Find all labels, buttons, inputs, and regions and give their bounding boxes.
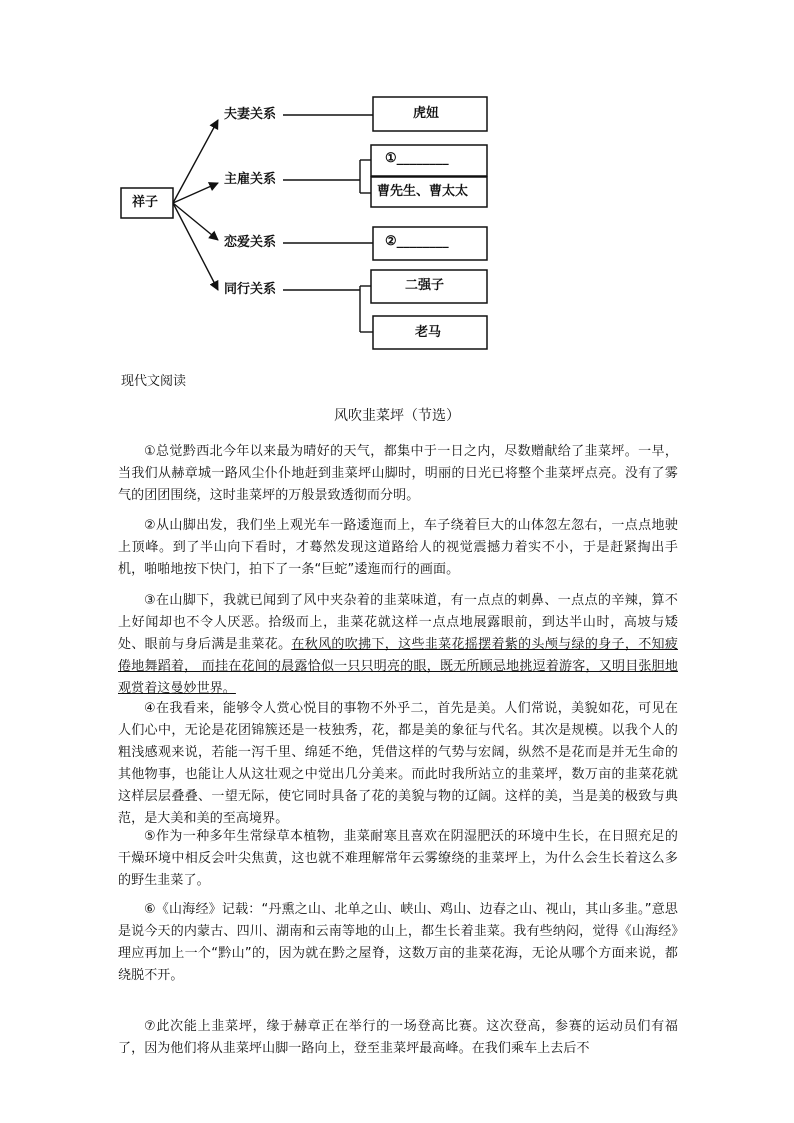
paragraph-2: ②从山脚出发，我们坐上观光车一路逶迤而上，车子绕着巨大的山体忽左忽右，一点点地驶上顶峰。到了半山向下看时，才蓦然发现这道路给人的视觉震撼力着实不小，于是赶紧掏出手机，啪啪地按下快门，拍下了一条“巨蛇”逶迤而行的画面。	[118, 518, 678, 577]
target-laoma: 老马	[415, 325, 442, 340]
paragraph-4: ④在我看来，能够令人赏心悦目的事物不外乎二，首先是美。人们常说，美貌如花，可见在人们心中，无论是花团锦簇还是一枝独秀，花，都是美的象征与代名。其次是规模。以我个人的粗浅感观来说，若能一泻千里、绵延不绝，凭借这样的气势与宏阔，纵然不是花而是并无生命的其他物事，也能让人从这壮观之中觉出几分美来。而此时我所站立的韭菜坪，数万亩的韭菜花就这样层层叠叠、一望无际，使它同时具备了花的美貌与物的辽阔。这样的美，当是美的极致与典范，是大美和美的至高境界。	[118, 701, 678, 826]
edge-love	[173, 203, 218, 240]
edge-employer	[173, 183, 218, 203]
relation-label-love: 恋爱关系	[224, 235, 277, 250]
target-blank-2: ②________	[385, 234, 449, 249]
paragraph-3: ③在山脚下，我就已闻到了风中夹杂着的韭菜味道，有一点点的刺鼻、一点点的辛辣，算不上好闻却也不令人厌恶。拾级而上，韭菜花就这样一点点地展露眼前，到达半山时，高坡与矮处、眼前与身后满是韭菜花。在秋风的吹拂下，这些韭菜花摇摆着紫的头颅与绿的身子，不知疲倦地舞蹈着， 而挂在花间的晨露恰似一只只明亮的眼，既无所顾忌地挑逗着游客，又明目张胆地观赏着这曼妙世界。	[118, 593, 678, 696]
article-title: 风吹韭菜坪（节选）	[334, 408, 460, 424]
paragraph-5: ⑤作为一种多年生常绿草本植物，韭菜耐寒且喜欢在阴湿肥沃的环境中生长，在日照充足的干燥环境中相反会叶尖焦黄，这也就不难理解常年云雾缭绕的韭菜坪上，为什么会生长着这么多的野生韭菜了。	[118, 829, 678, 888]
paragraph-1: ①总觉黔西北今年以来最为晴好的天气，都集中于一日之内，尽数赠献给了韭菜坪。一早，当我们从赫章城一路风尘仆仆地赶到韭菜坪山脚时，明丽的日光已将整个韭菜坪点亮。没有了雾气的团团围绕，这时韭菜坪的万般景致透彻而分明。	[118, 444, 678, 503]
target-cao: 曹先生、曹太太	[377, 184, 469, 199]
paragraph-6: ⑥《山海经》记载：“丹熏之山、北单之山、峡山、鸡山、边春之山、视山，其山多韭。”意思是说今天的内蒙古、四川、湖南和云南等地的山上，都生长着韭菜。我有些纳闷，觉得《山海经》理应再加上一个“黔山”的，因为就在黔之屋脊，这数万亩的韭菜花海，无论从哪个方面来说，都绕脱不开。	[118, 902, 678, 983]
edge-husband-wife	[173, 120, 218, 203]
relation-label-colleague: 同行关系	[224, 282, 277, 297]
target-erqiangzi: 二强子	[405, 278, 445, 293]
relation-label-employer: 主雇关系	[224, 172, 277, 187]
target-huniu: 虎妞	[413, 106, 440, 121]
edge-colleague	[173, 203, 218, 290]
paragraph-7: ⑦此次能上韭菜坪，缘于赫章正在举行的一场登高比赛。这次登高，参赛的运动员们有福了，因为他们将从韭菜坪山脚一路向上，登至韭菜坪最高峰。在我们乘车上去后不	[118, 1019, 678, 1056]
section-title: 现代文阅读	[121, 374, 187, 389]
target-blank-1: ①________	[385, 151, 449, 166]
underlined-passage: 在秋风的吹拂下，这些韭菜花摇摆着紫的头颅与绿的身子，不知疲倦地舞蹈着， 而挂在花间的晨露恰似一只只明亮的眼，既无所顾忌地挑逗着游客，又明目张胆地观赏着这曼妙世界。	[118, 637, 678, 696]
relation-label-husband-wife: 夫妻关系	[224, 107, 277, 122]
root-label: 祥子	[132, 195, 159, 210]
